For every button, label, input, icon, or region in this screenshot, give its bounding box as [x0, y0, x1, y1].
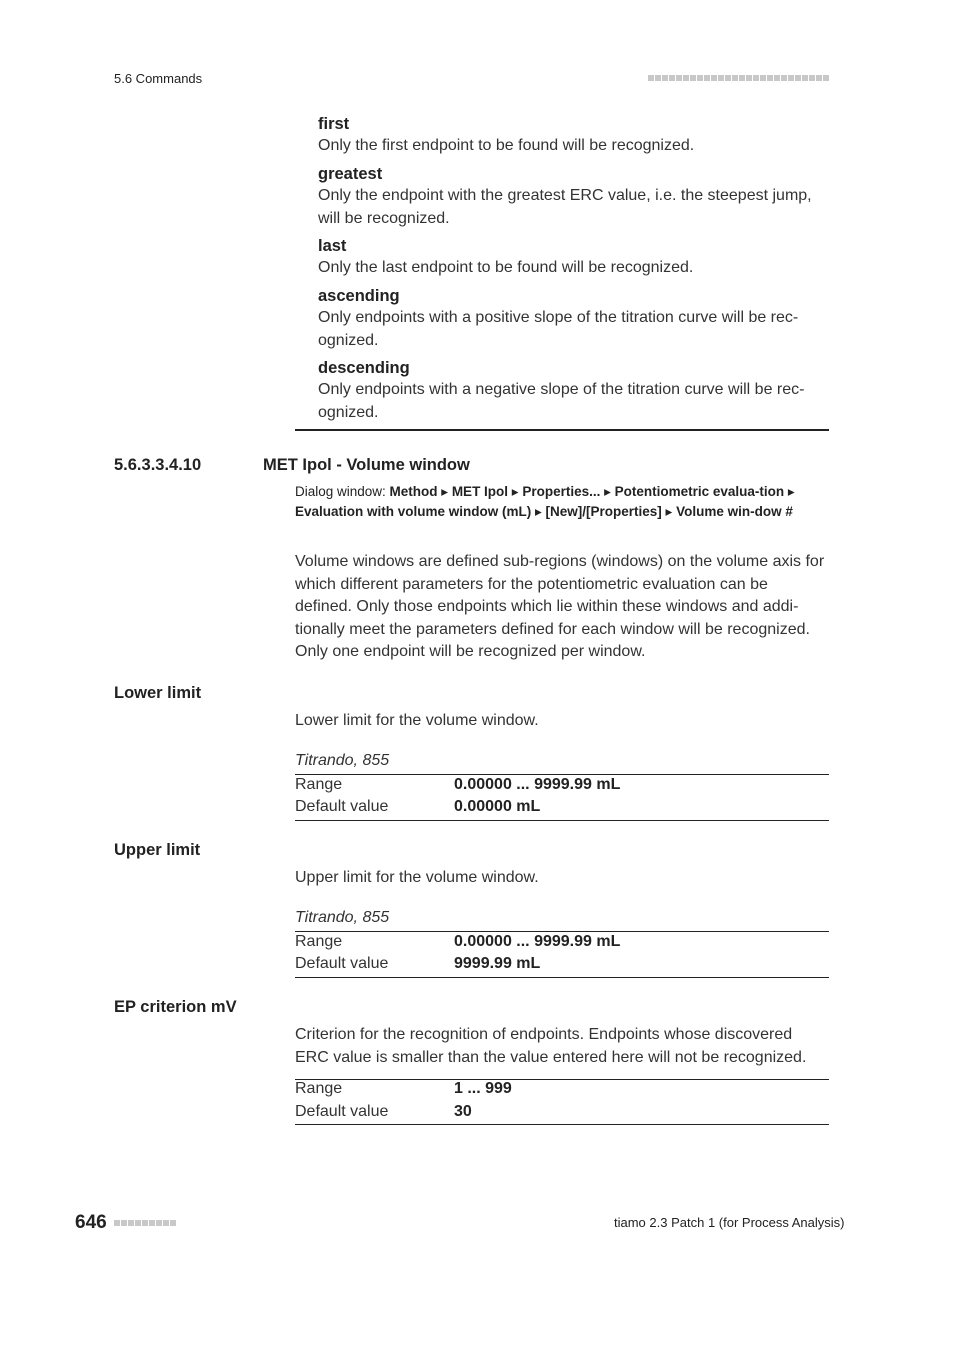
table-bottom-rule	[295, 977, 829, 978]
table-top-rule	[295, 1079, 829, 1080]
option-first	[318, 113, 830, 158]
option-term: ascending	[318, 287, 400, 305]
dialog-prefix: Dialog window:	[295, 484, 390, 499]
range-value: 1 ... 999	[454, 1080, 512, 1097]
default-label: Default value	[295, 798, 389, 815]
option-term: descending	[318, 359, 410, 377]
table-top-rule	[295, 774, 829, 775]
range-value: 0.00000 ... 9999.99 mL	[454, 776, 621, 793]
range-label: Range	[295, 933, 343, 950]
default-value: 9999.99 mL	[454, 955, 541, 972]
option-term: first	[318, 115, 350, 133]
param-lower-limit-title: Lower limit	[114, 684, 202, 702]
param-upper-limit-title: Upper limit	[114, 841, 201, 859]
option-greatest	[318, 163, 830, 230]
option-last	[318, 235, 830, 280]
param-upper-limit-desc: Upper limit for the volume window.	[295, 869, 539, 886]
param-ep-criterion-desc: Criterion for the recognition of endpoints. Endpoints whose discovered ERC value is smaller than the value entered here will not be recognized.	[295, 1026, 807, 1066]
param-lower-limit-desc: Lower limit for the volume window.	[295, 712, 539, 729]
option-term: greatest	[318, 165, 383, 183]
page-number: 646	[75, 1212, 107, 1233]
dialog-path-text: Method ▸ MET Ipol ▸ Properties... ▸ Potentiometric evalua-tion ▸ Evaluation with volume window (mL) ▸ [New]/[Properties] ▸ Volume win-dow #	[295, 484, 795, 519]
option-description: Only the endpoint with the greatest ERC value, i.e. the steepest jump, will be recognized.	[318, 187, 812, 227]
running-header-section: 5.6 Commands	[114, 71, 203, 86]
table-bottom-rule	[295, 820, 829, 821]
table-bottom-rule	[295, 1124, 829, 1125]
option-term: last	[318, 237, 347, 255]
default-label: Default value	[295, 955, 389, 972]
range-label: Range	[295, 1080, 343, 1097]
default-value: 0.00000 mL	[454, 798, 541, 815]
device-label: Titrando, 855	[295, 752, 390, 769]
section-number: 5.6.3.3.4.10	[114, 456, 202, 474]
default-label: Default value	[295, 1103, 389, 1120]
footer-decoration-squares	[114, 1220, 176, 1226]
option-descending	[318, 357, 830, 424]
option-description: Only the first endpoint to be found will be recognized.	[318, 137, 695, 154]
dialog-path	[295, 482, 829, 522]
footer-product: tiamo 2.3 Patch 1 (for Process Analysis)	[614, 1215, 845, 1230]
options-end-rule	[295, 429, 829, 431]
device-label: Titrando, 855	[295, 909, 390, 926]
option-ascending	[318, 285, 830, 352]
table-top-rule	[295, 931, 829, 932]
option-description: Only endpoints with a negative slope of the titration curve will be rec-ognized.	[318, 381, 805, 421]
range-label: Range	[295, 776, 343, 793]
option-description: Only endpoints with a positive slope of the titration curve will be rec-ognized.	[318, 309, 799, 349]
range-value: 0.00000 ... 9999.99 mL	[454, 933, 621, 950]
section-title: MET Ipol - Volume window	[263, 456, 470, 474]
header-decoration-squares	[648, 75, 829, 81]
default-value: 30	[454, 1103, 472, 1120]
section-intro: Volume windows are defined sub-regions (windows) on the volume axis for which different parameters for the potentiometric evaluation can be defined. Only those endpoints which lie within these windows and addi-tionally meet the parameters defined for each window will be recognized. Only one endpoint will be recognized per window.	[295, 553, 825, 660]
option-description: Only the last endpoint to be found will be recognized.	[318, 259, 694, 276]
param-ep-criterion-title: EP criterion mV	[114, 998, 237, 1016]
